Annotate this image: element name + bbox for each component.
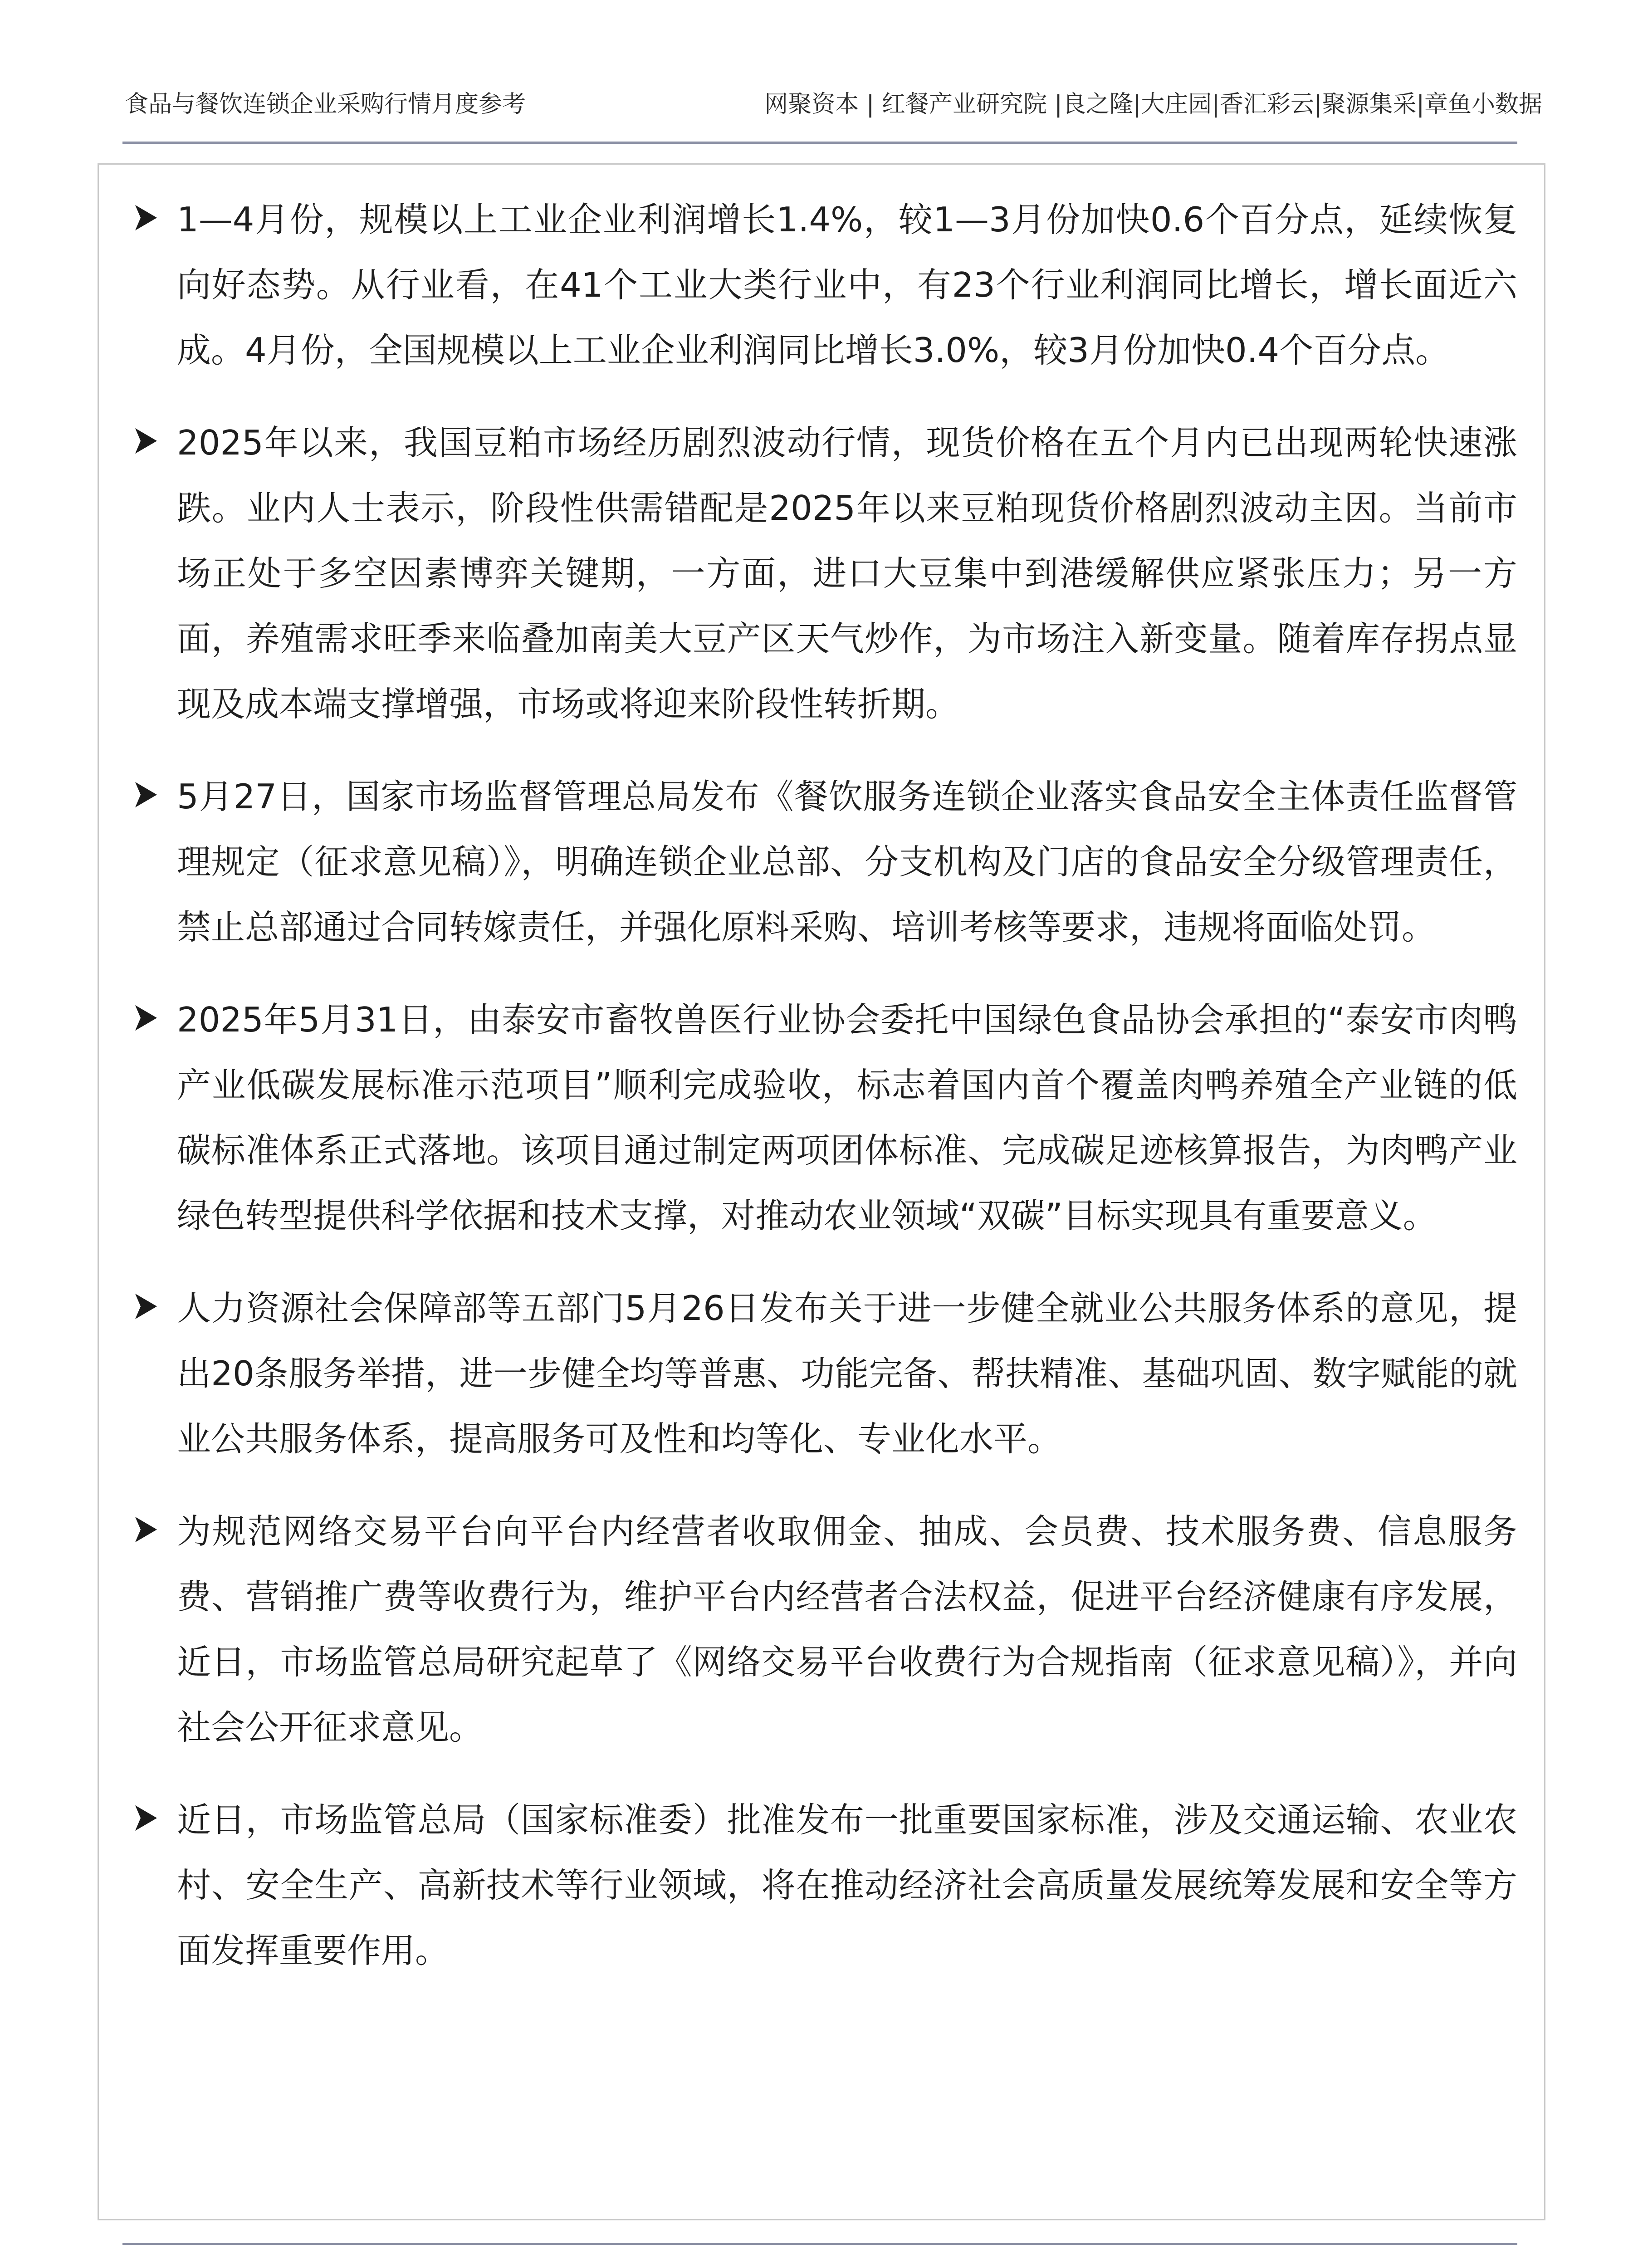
arrowhead-bullet-icon	[134, 427, 158, 455]
list-item	[136, 764, 1517, 960]
arrowhead-bullet-icon	[134, 1293, 158, 1320]
list-item-text: 2025年以来，我国豆粕市场经历剧烈波动行情，现货价格在五个月内已出现两轮快速涨跌。业内人士表示，阶段性供需错配是2025年以来豆粕现货价格剧烈波动主因。当前市场正处于多空因素博弈关键期，一方面，进口大豆集中到港缓解供应紧张压力；另一方面，养殖需求旺季来临叠加南美大豆产区天气炒作，为市场注入新变量。随着库存拐点显现及成本端支撑增强，市场或将迎来阶段性转折期。	[177, 423, 1517, 724]
list-item	[136, 1499, 1517, 1760]
report-sources: 网聚资本 | 红餐产业研究院 |良之隆|大庄园|香汇彩云|聚源集采|章鱼小数据	[764, 91, 1542, 118]
list-item	[136, 410, 1517, 737]
page-header	[125, 91, 1542, 118]
list-item-text: 为规范网络交易平台向平台内经营者收取佣金、抽成、会员费、技术服务费、信息服务费、营销推广费等收费行为，维护平台内经营者合法权益，促进平台经济健康有序发展，近日，市场监管总局研究起草了《网络交易平台收费行为合规指南（征求意见稿）》，并向社会公开征求意见。	[177, 1511, 1517, 1747]
news-list	[136, 187, 1517, 2010]
report-title: 食品与餐饮连锁企业采购行情月度参考	[125, 91, 526, 118]
list-item-text: 近日，市场监管总局（国家标准委）批准发布一批重要国家标准，涉及交通运输、农业农村、安全生产、高新技术等行业领域，将在推动经济社会高质量发展统筹发展和安全等方面发挥重要作用。	[177, 1800, 1517, 1970]
list-item	[136, 1276, 1517, 1471]
header-divider	[122, 142, 1517, 144]
list-item-text: 人力资源社会保障部等五部门5月26日发布关于进一步健全就业公共服务体系的意见，提出20条服务举措，进一步健全均等普惠、功能完备、帮扶精准、基础巩固、数字赋能的就业公共服务体系，提高服务可及性和均等化、专业化水平。	[177, 1288, 1517, 1459]
list-item	[136, 187, 1517, 383]
arrowhead-bullet-icon	[134, 1804, 158, 1832]
footer-divider	[122, 2243, 1517, 2245]
arrowhead-bullet-icon	[134, 1004, 158, 1031]
arrowhead-bullet-icon	[134, 781, 158, 808]
arrowhead-bullet-icon	[134, 1516, 158, 1543]
list-item-text: 2025年5月31日，由泰安市畜牧兽医行业协会委托中国绿色食品协会承担的“泰安市肉鸭产业低碳发展标准示范项目”顺利完成验收，标志着国内首个覆盖肉鸭养殖全产业链的低碳标准体系正式落地。该项目通过制定两项团体标准、完成碳足迹核算报告，为肉鸭产业绿色转型提供科学依据和技术支撑，对推动农业领域“双碳”目标实现具有重要意义。	[177, 1000, 1517, 1236]
list-item	[136, 1787, 1517, 1983]
list-item	[136, 987, 1517, 1248]
list-item-text: 1—4月份，规模以上工业企业利润增长1.4%，较1—3月份加快0.6个百分点，延续恢复向好态势。从行业看，在41个工业大类行业中，有23个行业利润同比增长，增长面近六成。4月份，全国规模以上工业企业利润同比增长3.0%，较3月份加快0.4个百分点。	[177, 200, 1517, 370]
arrowhead-bullet-icon	[134, 204, 158, 231]
list-item-text: 5月27日，国家市场监督管理总局发布《餐饮服务连锁企业落实食品安全主体责任监督管理规定（征求意见稿）》，明确连锁企业总部、分支机构及门店的食品安全分级管理责任，禁止总部通过合同转嫁责任，并强化原料采购、培训考核等要求，违规将面临处罚。	[177, 777, 1517, 947]
